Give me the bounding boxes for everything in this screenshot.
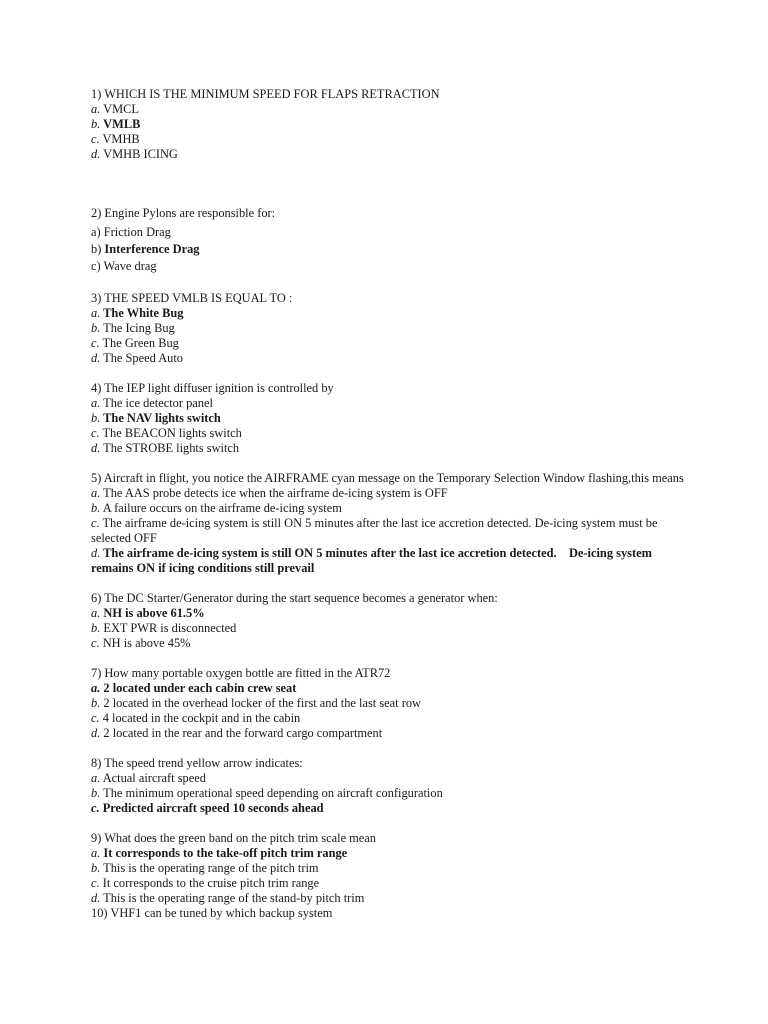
option-letter: b. — [91, 501, 101, 515]
answer-option-b — [91, 861, 691, 876]
question-prompt: 7) How many portable oxygen bottle are fitted in the ATR72 — [91, 666, 391, 680]
option-letter: a. — [91, 606, 101, 620]
question-prompt: 1) WHICH IS THE MINIMUM SPEED FOR FLAPS RETRACTION — [91, 87, 440, 101]
question-1 — [91, 87, 691, 162]
answer-option-c — [91, 516, 691, 546]
option-text: The minimum operational speed depending on aircraft configuration — [100, 786, 443, 800]
question-prompt: 5) Aircraft in flight, you notice the AIRFRAME cyan message on the Temporary Selection Window flashing,this means — [91, 471, 684, 485]
question-prompt: 8) The speed trend yellow arrow indicates: — [91, 756, 303, 770]
option-letter: a. — [91, 846, 101, 860]
answer-option-c — [91, 336, 691, 351]
option-text: 4 located in the cockpit and in the cabin — [99, 711, 301, 725]
answer-option-d-correct — [91, 546, 691, 576]
answer-option-a-correct — [91, 306, 691, 321]
option-text: This is the operating range of the stand-by pitch trim — [100, 891, 365, 905]
option-text: VMHB — [99, 132, 140, 146]
answer-option-b-correct — [91, 411, 691, 426]
option-text: The BEACON lights switch — [99, 426, 242, 440]
option-letter: b. — [91, 411, 101, 425]
option-text: EXT PWR is disconnected — [100, 621, 237, 635]
question-prompt: 10) VHF1 can be tuned by which backup system — [91, 906, 333, 920]
option-text: The NAV lights switch — [100, 411, 221, 425]
answer-option-a — [91, 102, 691, 117]
option-text: The White Bug — [100, 306, 184, 320]
option-text: The Icing Bug — [100, 321, 175, 335]
answer-option-b — [91, 501, 691, 516]
answer-option-c — [91, 876, 691, 891]
option-letter: a) — [91, 225, 101, 239]
option-letter: a. — [91, 396, 101, 410]
question-prompt: 9) What does the green band on the pitch trim scale mean — [91, 831, 377, 845]
option-text: VMCL — [100, 102, 139, 116]
question-7 — [91, 666, 691, 741]
option-letter: b. — [91, 621, 101, 635]
question-prompt: 2) Engine Pylons are responsible for: — [91, 206, 276, 220]
option-text: VMHB ICING — [100, 147, 178, 161]
option-letter: c. — [91, 516, 100, 530]
option-text: The ice detector panel — [100, 396, 213, 410]
answer-option-d — [91, 147, 691, 162]
option-letter: b) — [91, 242, 102, 256]
answer-option-b — [91, 621, 691, 636]
option-letter: d. — [91, 546, 101, 560]
answer-option-c — [91, 132, 691, 147]
question-prompt: 3) THE SPEED VMLB IS EQUAL TO : — [91, 291, 293, 305]
option-text: The Green Bug — [99, 336, 179, 350]
answer-option-a-correct — [91, 846, 691, 861]
option-text: The airframe de-icing system is still ON 5 minutes after the last ice accretion detected. De-icing system must be selected OFF — [91, 516, 658, 545]
option-letter: d. — [91, 891, 101, 905]
question-2 — [91, 205, 691, 275]
option-letter: b. — [91, 696, 101, 710]
option-letter: a. — [91, 102, 101, 116]
option-text: The Speed Auto — [100, 351, 184, 365]
option-letter: d. — [91, 441, 101, 455]
option-letter: b. — [91, 321, 101, 335]
option-text: The AAS probe detects ice when the airframe de-icing system is OFF — [100, 486, 448, 500]
answer-option-b — [91, 321, 691, 336]
answer-option-d — [91, 726, 691, 741]
option-letter: b. — [91, 861, 101, 875]
option-text: It corresponds to the take-off pitch trim range — [100, 846, 348, 860]
option-letter: d. — [91, 726, 101, 740]
document-page — [91, 87, 691, 921]
answer-option-d — [91, 351, 691, 366]
option-letter: c. — [91, 801, 100, 815]
question-3 — [91, 291, 691, 366]
answer-option-a — [91, 771, 691, 786]
answer-option-b — [91, 786, 691, 801]
option-letter: c) — [91, 259, 101, 273]
question-4 — [91, 381, 691, 456]
answer-option-c — [91, 258, 691, 275]
option-letter: d. — [91, 351, 101, 365]
question-8 — [91, 756, 691, 816]
answer-option-a — [91, 486, 691, 501]
answer-option-b — [91, 696, 691, 711]
answer-option-d — [91, 441, 691, 456]
question-9 — [91, 831, 691, 906]
option-text: The STROBE lights switch — [100, 441, 240, 455]
answer-option-c — [91, 711, 691, 726]
answer-option-c-correct — [91, 801, 691, 816]
question-6 — [91, 591, 691, 651]
question-prompt: 4) The IEP light diffuser ignition is controlled by — [91, 381, 334, 395]
option-letter: a. — [91, 771, 101, 785]
option-letter: c. — [91, 426, 100, 440]
option-letter: b. — [91, 786, 101, 800]
option-text: VMLB — [100, 117, 141, 131]
option-text: Actual aircraft speed — [100, 771, 206, 785]
option-letter: c. — [91, 636, 100, 650]
answer-option-d — [91, 891, 691, 906]
option-text: The airframe de-icing system is still ON 5 minutes after the last ice accretion detected. De-icing system remains ON if icing conditions still prevail — [91, 546, 656, 575]
answer-option-b-correct — [91, 241, 691, 258]
option-text: 2 located in the rear and the forward cargo compartment — [100, 726, 383, 740]
option-letter: d. — [91, 147, 101, 161]
option-text: Predicted aircraft speed 10 seconds ahead — [99, 801, 324, 815]
option-letter: c. — [91, 132, 100, 146]
option-text: 2 located under each cabin crew seat — [100, 681, 297, 695]
answer-option-a — [91, 224, 691, 241]
option-letter: a. — [91, 681, 101, 695]
option-text: NH is above 45% — [99, 636, 191, 650]
option-text: It corresponds to the cruise pitch trim range — [99, 876, 320, 890]
option-letter: c. — [91, 876, 100, 890]
option-text: 2 located in the overhead locker of the first and the last seat row — [100, 696, 421, 710]
answer-option-a-correct — [91, 606, 691, 621]
answer-option-c — [91, 426, 691, 441]
option-text: A failure occurs on the airframe de-icing system — [100, 501, 342, 515]
option-text: Interference Drag — [101, 242, 200, 256]
option-letter: c. — [91, 336, 100, 350]
option-text: Friction Drag — [100, 225, 171, 239]
option-letter: a. — [91, 306, 101, 320]
option-letter: c. — [91, 711, 100, 725]
answer-option-b-correct — [91, 117, 691, 132]
option-text: NH is above 61.5% — [100, 606, 205, 620]
answer-option-c — [91, 636, 691, 651]
answer-option-a — [91, 396, 691, 411]
option-text: Wave drag — [100, 259, 157, 273]
option-letter: a. — [91, 486, 101, 500]
answer-option-a-correct — [91, 681, 691, 696]
option-text: This is the operating range of the pitch trim — [100, 861, 319, 875]
question-10 — [91, 906, 691, 921]
question-5 — [91, 471, 691, 576]
question-prompt: 6) The DC Starter/Generator during the start sequence becomes a generator when: — [91, 591, 498, 605]
option-letter: b. — [91, 117, 101, 131]
